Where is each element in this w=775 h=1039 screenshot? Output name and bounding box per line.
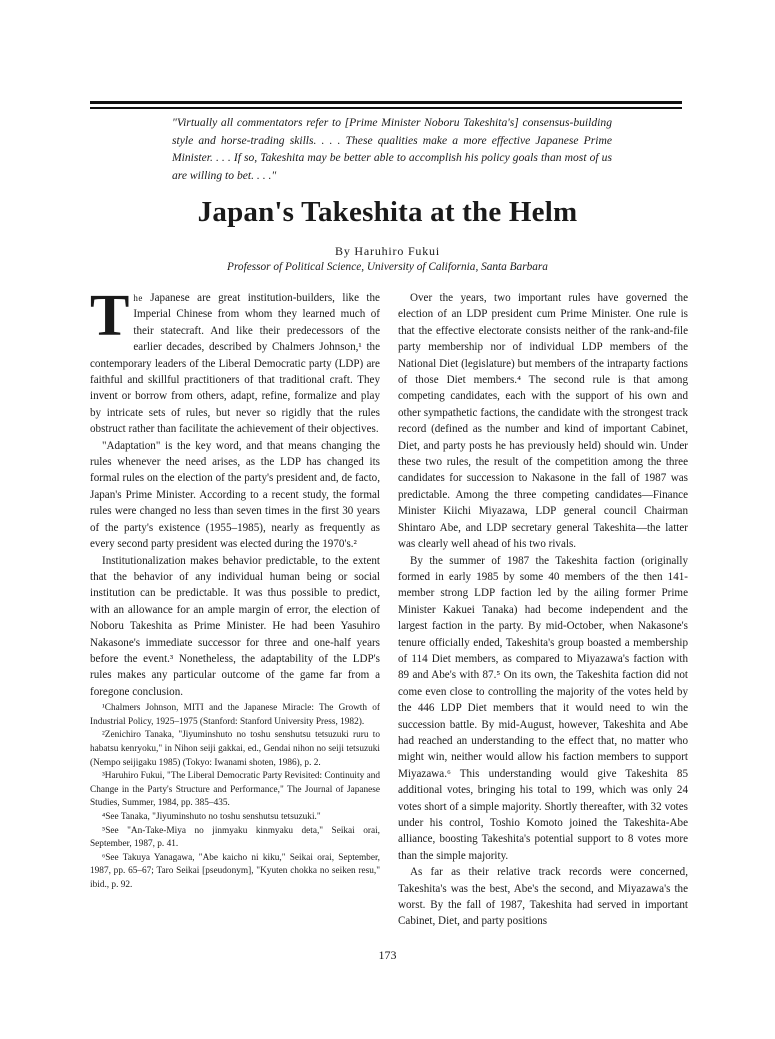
left-paragraph-1 xyxy=(90,282,380,438)
left-paragraph-1-text: Japanese are great institution-builders, like the Imperial Chinese from whom they learned much of their statecraft. And like their predecessors of the earlier decades, described by Chalmers Johnson,¹ the contemporary leaders of the Liberal Democratic party (LDP) are faithful and skillful practitioners of that traditional craft. They invent or borrow from others, adapt, refine, formalize and play by intricate sets of rules, but never so rigidly that the rules obstruct rather than facilitate the achievement of their objectives. xyxy=(90,292,380,436)
left-paragraph-3: Institutionalization makes behavior predictable, to the extent that the behavior of any individual human being or social institution can be predictable. It was thus possible to predict, with an allowance for an ample margin of error, the election of Noboru Takeshita as Prime Minister. He had been Yasuhiro Nakasone's immediate successor for three and one-half years before the event.³ Nonetheless, the adaptability of the LDP's rules makes any particular outcome of the game far from a foregone conclusion. xyxy=(90,554,380,698)
footnote-2: ²Zenichiro Tanaka, "Jiyuminshuto no toshu senshutsu tetsuzuki ruru to habatsu kenryoku," in Nihon seiji gakkai, ed., Gendai nihon no seiji tetsuzuki (Nempo seijigaku 1985) (Tokyo: Iwanami shoten, 1986), p. 2. xyxy=(90,730,380,768)
footnote-4: ⁴See Tanaka, "Jiyuminshuto no toshu senshutsu tetsuzuki." xyxy=(102,811,321,822)
author-byline: By Haruhiro Fukui xyxy=(335,244,440,258)
page-number: 173 xyxy=(378,948,397,962)
footnote-3: ³Haruhiro Fukui, "The Liberal Democratic Party Revisited: Continuity and Change in the Party's Structure and Performance," The Journal of Japanese Studies, Summer, 1984, pp. 385–435. xyxy=(90,771,380,809)
left-paragraph-2: "Adaptation" is the key word, and that means changing the rules whenever the need arises, as the LDP has changed its formal rules on the election of the party's president and, de facto, Japan's Prime Minister. According to a recent study, the formal rules were changed no less than seven times in the first 30 years of the party's existence (1955–1985), nearly as frequently as every second party president was elected during the 1970's.² xyxy=(90,439,380,551)
author-affiliation: Professor of Political Science, University of California, Santa Barbara xyxy=(227,261,548,273)
footnote-1: ¹Chalmers Johnson, MITI and the Japanese Miracle: The Growth of Industrial Policy, 1925–1975 (Stanford: Stanford University Press, 1982). xyxy=(90,703,380,727)
footnote-5: ⁵See "An-Take-Miya no jinmyaku kinmyaku deta," Seikai orai, September, 1987, p. 41. xyxy=(90,825,380,850)
right-paragraph-3: As far as their relative track records were concerned, Takeshita's was the best, Abe's the second, and Miyazawa's the worst. By the fall of 1987, Takeshita had served in important Cabinet, Diet, and party positions xyxy=(398,866,688,928)
top-rule-thick xyxy=(90,101,682,104)
right-column xyxy=(398,290,688,930)
epigraph-quote: "Virtually all commentators refer to [Prime Minister Noboru Takeshita's] consensus-building style and horse-trading skills. . . . These qualities make a more effective Japanese Prime Minister. . . . If so, Takeshita may be better able to accomplish his policy goals than most of us are willing to bet. . . ." xyxy=(172,116,612,182)
right-paragraph-2: By the summer of 1987 the Takeshita faction (originally formed in early 1985 by some 40 members of the then 141-member strong LDP faction led by the ailing former Prime Minister Kakuei Tanaka) had become independent and the largest faction in the party. By mid-October, when Nakasone's tenure officially ended, Takeshita's group boasted a membership of 114 Diet members, as compared to Miyazawa's faction with 89 and Abe's with 87.⁵ On its own, the Takeshita faction did not come even close to controlling the majority of the votes held by the 446 LDP Diet members that it would need to win the succession battle. By mid-August, however, Takeshita and Abe had reached an understanding to the effect that, no matter who might win, neither would allow his faction members to support Miyazawa.⁶ This understanding would give Takeshita 85 additional votes, bringing his total to 199, which was only 24 votes short of a simple majority. Shortly thereafter, with 32 votes under his control, Toshio Komoto joined the Takeshita-Abe alliance, boosting Takeshita's potential support to 8 votes more than the simple majority. xyxy=(398,554,688,862)
opening-small-caps: he xyxy=(133,293,143,303)
footnotes xyxy=(90,702,380,892)
footnote-6: ⁶See Takuya Yanagawa, "Abe kaicho ni kiku," Seikai orai, September, 1987, pp. 65–67; Taro Seikai [pseudonym], "Kyuten chokka no seiken resu," ibid., p. 92. xyxy=(90,852,380,890)
top-rule-thin xyxy=(90,107,682,109)
drop-cap: T xyxy=(90,282,130,348)
right-paragraph-1: Over the years, two important rules have governed the election of an LDP president cum Prime Minister. One rule is that the effective electorate consists neither of the rank-and-file party membership nor of individual LDP members of the National Diet (legislature) but members of the intraparty factions of those Diet members.⁴ The second rule is that among competing candidates, each with the support of his own and other sympathetic factions, the candidate with the strongest track record (defined as the number and kind of important Cabinet, Diet, and party posts he has previously held) should win. Under these two rules, the result of the competition among the three candidates for succession to Nakasone in the fall of 1987 was predictable. Among the three competing candidates—Finance Minister Kiichi Miyazawa, LDP general council Chairman Shintaro Abe, and LDP secretary general Takeshita—the latter was clearly well ahead of his two rivals. xyxy=(398,292,688,551)
left-column xyxy=(90,282,380,892)
article-title: Japan's Takeshita at the Helm xyxy=(197,196,578,228)
